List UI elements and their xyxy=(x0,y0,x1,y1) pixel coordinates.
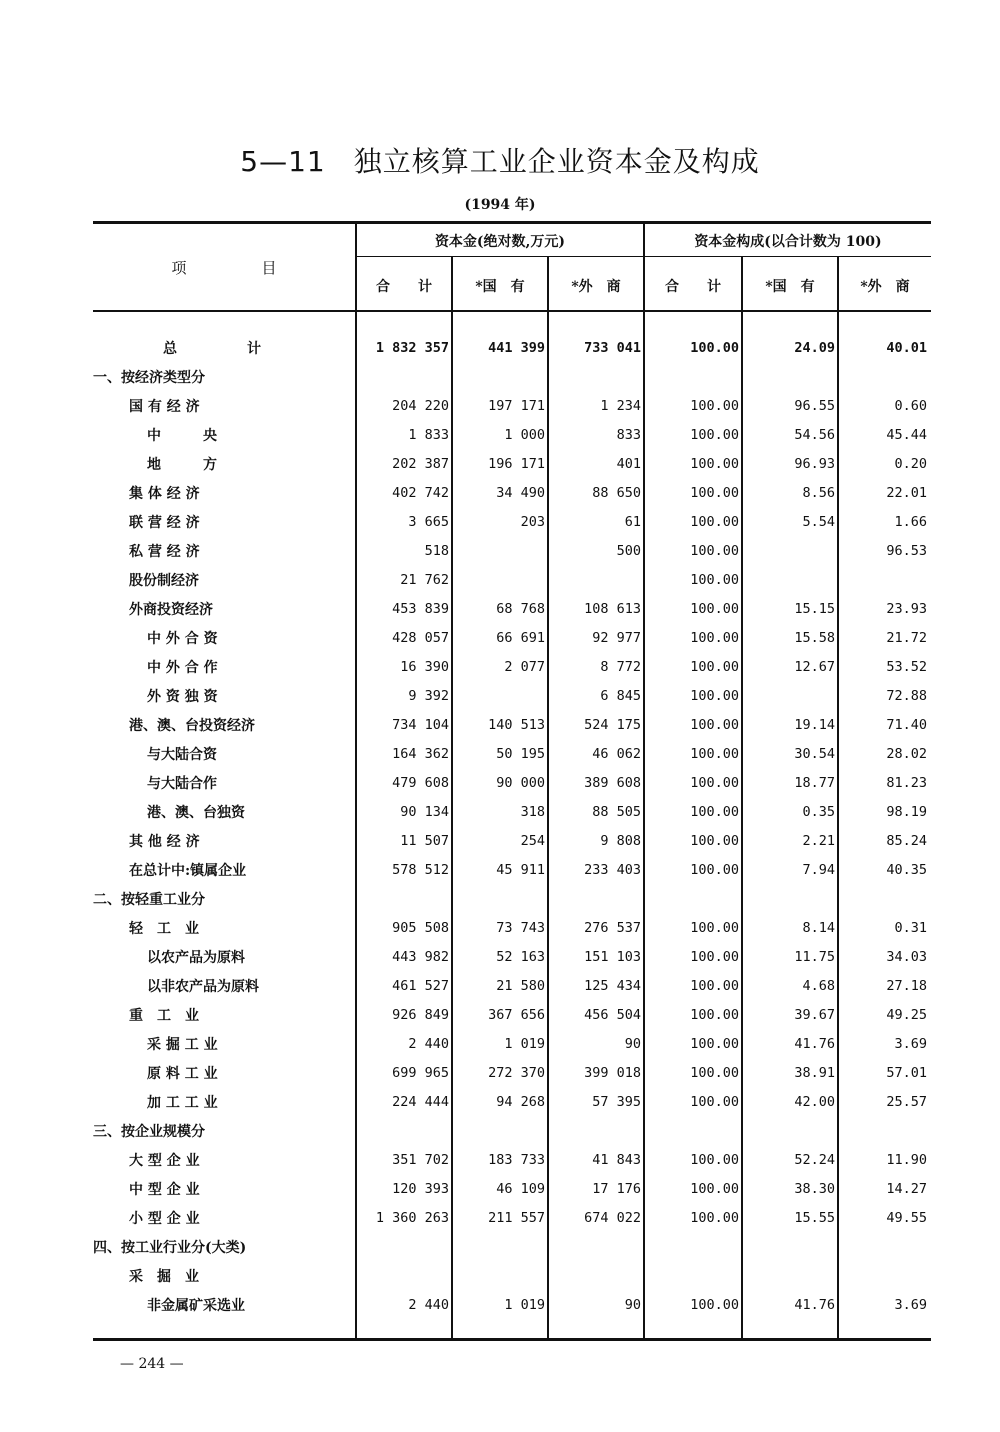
row-label: 加 工 工 业 xyxy=(147,1094,218,1111)
table-row xyxy=(93,391,931,420)
row-value xyxy=(549,1261,645,1290)
row-value: 19.14 xyxy=(794,716,835,733)
row-value: 24.09 xyxy=(794,339,835,356)
row-value: 98.19 xyxy=(886,803,927,820)
row-label: 集 体 经 济 xyxy=(129,485,200,502)
table-row xyxy=(93,797,931,826)
row-value: 9 808 xyxy=(600,832,641,849)
row-value: 461 527 xyxy=(392,977,449,994)
row-label: 二、按轻重工业分 xyxy=(93,891,205,908)
row-value: 276 537 xyxy=(584,919,641,936)
row-label: 以农产品为原料 xyxy=(147,949,245,966)
row-value: 456 504 xyxy=(584,1006,641,1023)
row-value: 41.76 xyxy=(794,1035,835,1052)
row-value: 2.21 xyxy=(802,832,835,849)
row-value xyxy=(743,681,839,710)
row-value xyxy=(357,884,453,913)
row-value xyxy=(645,1116,743,1145)
row-label: 采 掘 工 业 xyxy=(147,1036,218,1053)
row-value: 399 018 xyxy=(584,1064,641,1081)
row-value: 100.00 xyxy=(690,513,739,530)
row-value: 100.00 xyxy=(690,397,739,414)
row-value: 73 743 xyxy=(496,919,545,936)
sub-header-foreign-pct: *外 商 xyxy=(860,279,910,295)
row-value: 52.24 xyxy=(794,1151,835,1168)
row-value: 0.35 xyxy=(802,803,835,820)
row-value: 52 163 xyxy=(496,948,545,965)
row-value: 38.30 xyxy=(794,1180,835,1197)
row-value: 500 xyxy=(616,542,641,559)
row-value: 38.91 xyxy=(794,1064,835,1081)
row-value xyxy=(839,565,931,594)
row-value: 351 702 xyxy=(392,1151,449,1168)
row-value: 0.60 xyxy=(894,397,927,414)
row-value: 233 403 xyxy=(584,861,641,878)
row-value: 926 849 xyxy=(392,1006,449,1023)
top-rule xyxy=(93,221,931,224)
row-value: 28.02 xyxy=(886,745,927,762)
row-value: 90 xyxy=(624,1296,641,1313)
row-value: 21 580 xyxy=(496,977,545,994)
row-label: 大 型 企 业 xyxy=(129,1152,200,1169)
row-value: 27.18 xyxy=(886,977,927,994)
row-value: 15.15 xyxy=(794,600,835,617)
table-row xyxy=(93,826,931,855)
table-row xyxy=(93,1145,931,1174)
row-value: 57.01 xyxy=(886,1064,927,1081)
row-label: 在总计中:镇属企业 xyxy=(129,862,247,879)
table-row xyxy=(93,710,931,739)
row-value: 100.00 xyxy=(690,484,739,501)
absolute-group-header: 资本金(绝对数,万元) xyxy=(434,234,566,250)
row-value: 96.55 xyxy=(794,397,835,414)
row-value: 34 490 xyxy=(496,484,545,501)
row-value: 100.00 xyxy=(690,774,739,791)
row-value: 367 656 xyxy=(488,1006,545,1023)
row-value: 100.00 xyxy=(690,1006,739,1023)
row-value: 202 387 xyxy=(392,455,449,472)
row-value: 100.00 xyxy=(690,716,739,733)
row-value: 6 845 xyxy=(600,687,641,704)
table-row xyxy=(93,652,931,681)
row-value: 211 557 xyxy=(488,1209,545,1226)
data-table xyxy=(93,333,931,1319)
row-value: 49.55 xyxy=(886,1209,927,1226)
table-row xyxy=(93,942,931,971)
row-value xyxy=(549,1232,645,1261)
row-value xyxy=(743,565,839,594)
row-value xyxy=(549,362,645,391)
row-value: 1 000 xyxy=(504,426,545,443)
table-row xyxy=(93,449,931,478)
row-value: 100.00 xyxy=(690,1180,739,1197)
row-label: 重 工 业 xyxy=(129,1007,199,1024)
row-label: 与大陆合资 xyxy=(147,746,217,763)
row-label: 轻 工 业 xyxy=(129,920,199,937)
row-value: 39.67 xyxy=(794,1006,835,1023)
row-value: 49.25 xyxy=(886,1006,927,1023)
row-value: 100.00 xyxy=(690,542,739,559)
row-label: 采 掘 业 xyxy=(129,1268,199,1285)
row-value xyxy=(453,681,549,710)
row-value: 100.00 xyxy=(690,658,739,675)
table-row xyxy=(93,1290,931,1319)
page-title xyxy=(0,140,1000,180)
row-value: 100.00 xyxy=(690,948,739,965)
table-row xyxy=(93,1000,931,1029)
row-value: 40.01 xyxy=(886,339,927,356)
sub-header-foreign-abs: *外 商 xyxy=(571,279,621,295)
row-value xyxy=(453,565,549,594)
row-value: 1 019 xyxy=(504,1035,545,1052)
row-value: 8.56 xyxy=(802,484,835,501)
row-value: 53.52 xyxy=(886,658,927,675)
row-value: 72.88 xyxy=(886,687,927,704)
row-value: 734 104 xyxy=(392,716,449,733)
row-value: 453 839 xyxy=(392,600,449,617)
row-value xyxy=(645,884,743,913)
row-value: 100.00 xyxy=(690,919,739,936)
row-value: 224 444 xyxy=(392,1093,449,1110)
row-value xyxy=(839,1116,931,1145)
row-value xyxy=(839,362,931,391)
row-value: 90 000 xyxy=(496,774,545,791)
row-value: 21.72 xyxy=(886,629,927,646)
row-value: 100.00 xyxy=(690,1093,739,1110)
row-value: 196 171 xyxy=(488,455,545,472)
row-value: 94 268 xyxy=(496,1093,545,1110)
row-label: 国 有 经 济 xyxy=(129,398,200,415)
row-value: 733 041 xyxy=(584,339,641,356)
row-label: 三、按企业规模分 xyxy=(93,1123,205,1140)
table-row xyxy=(93,681,931,710)
row-value xyxy=(743,1116,839,1145)
table-row xyxy=(93,855,931,884)
row-value: 518 xyxy=(424,542,449,559)
table-row xyxy=(93,1087,931,1116)
row-label: 联 营 经 济 xyxy=(129,514,200,531)
year-label: (1994 年) xyxy=(464,197,536,213)
row-value: 183 733 xyxy=(488,1151,545,1168)
row-value xyxy=(645,1261,743,1290)
row-value: 34.03 xyxy=(886,948,927,965)
row-value: 204 220 xyxy=(392,397,449,414)
table-row xyxy=(93,1116,931,1145)
row-value: 905 508 xyxy=(392,919,449,936)
row-value: 100.00 xyxy=(690,600,739,617)
row-value xyxy=(453,536,549,565)
data-table-body xyxy=(93,333,931,1319)
table-row xyxy=(93,333,931,362)
data-table-frame xyxy=(93,221,931,1341)
table-row xyxy=(93,1029,931,1058)
row-value: 8.14 xyxy=(802,919,835,936)
row-value: 100.00 xyxy=(690,977,739,994)
table-row xyxy=(93,1261,931,1290)
table-row xyxy=(93,623,931,652)
row-label: 以非农产品为原料 xyxy=(147,978,259,995)
percent-group-header: 资本金构成(以合计数为 100) xyxy=(694,234,882,250)
row-label: 非金属矿采选业 xyxy=(147,1297,245,1314)
row-value xyxy=(743,1232,839,1261)
table-row xyxy=(93,739,931,768)
row-value: 479 608 xyxy=(392,774,449,791)
row-label: 股份制经济 xyxy=(129,572,199,589)
row-value: 96.93 xyxy=(794,455,835,472)
row-value: 14.27 xyxy=(886,1180,927,1197)
row-value: 11 507 xyxy=(400,832,449,849)
row-value: 45 911 xyxy=(496,861,545,878)
row-value: 441 399 xyxy=(488,339,545,356)
row-value: 699 965 xyxy=(392,1064,449,1081)
row-value: 443 982 xyxy=(392,948,449,965)
row-value: 42.00 xyxy=(794,1093,835,1110)
sub-header-total-pct: 合 计 xyxy=(665,279,721,295)
row-value: 100.00 xyxy=(690,1035,739,1052)
row-value: 125 434 xyxy=(584,977,641,994)
row-value: 140 513 xyxy=(488,716,545,733)
row-value xyxy=(839,1261,931,1290)
table-row xyxy=(93,507,931,536)
row-value: 197 171 xyxy=(488,397,545,414)
row-value: 57 395 xyxy=(592,1093,641,1110)
row-value: 81.23 xyxy=(886,774,927,791)
row-value: 21 762 xyxy=(400,571,449,588)
row-value: 100.00 xyxy=(690,745,739,762)
table-number: 5—11 xyxy=(240,145,326,178)
row-value xyxy=(453,362,549,391)
row-value: 15.55 xyxy=(794,1209,835,1226)
row-value xyxy=(743,884,839,913)
row-label: 与大陆合作 xyxy=(147,775,217,792)
row-label: 港、澳、台投资经济 xyxy=(129,717,255,734)
row-value: 85.24 xyxy=(886,832,927,849)
row-label: 中 型 企 业 xyxy=(129,1181,200,1198)
row-value xyxy=(645,1232,743,1261)
row-value: 428 057 xyxy=(392,629,449,646)
row-value: 41 843 xyxy=(592,1151,641,1168)
row-value xyxy=(743,1261,839,1290)
row-value: 68 768 xyxy=(496,600,545,617)
row-label: 总 计 xyxy=(163,340,261,357)
table-title: 独立核算工业企业资本金及构成 xyxy=(353,145,760,178)
row-value: 402 742 xyxy=(392,484,449,501)
table-row xyxy=(93,1058,931,1087)
row-value: 8 772 xyxy=(600,658,641,675)
row-value: 11.75 xyxy=(794,948,835,965)
row-value: 100.00 xyxy=(690,426,739,443)
row-value: 108 613 xyxy=(584,600,641,617)
row-value: 30.54 xyxy=(794,745,835,762)
row-value: 92 977 xyxy=(592,629,641,646)
row-value: 90 xyxy=(624,1035,641,1052)
row-value: 3 665 xyxy=(408,513,449,530)
row-value: 3.69 xyxy=(894,1035,927,1052)
row-value xyxy=(645,362,743,391)
row-value: 100.00 xyxy=(690,687,739,704)
row-label: 私 营 经 济 xyxy=(129,543,200,560)
table-row xyxy=(93,1232,931,1261)
row-value: 22.01 xyxy=(886,484,927,501)
row-value xyxy=(743,536,839,565)
row-value: 71.40 xyxy=(886,716,927,733)
row-value: 100.00 xyxy=(690,1209,739,1226)
row-value xyxy=(839,884,931,913)
row-label: 四、按工业行业分(大类) xyxy=(93,1239,247,1256)
row-label: 外 资 独 资 xyxy=(147,688,218,705)
row-value: 1 234 xyxy=(600,397,641,414)
table-row xyxy=(93,913,931,942)
table-row xyxy=(93,565,931,594)
row-value: 100.00 xyxy=(690,861,739,878)
sub-header-state-pct: *国 有 xyxy=(765,279,815,295)
row-value xyxy=(357,1261,453,1290)
row-value: 578 512 xyxy=(392,861,449,878)
row-value: 1 833 xyxy=(408,426,449,443)
row-value: 100.00 xyxy=(690,832,739,849)
row-value: 54.56 xyxy=(794,426,835,443)
row-value xyxy=(549,884,645,913)
row-label: 中 外 合 作 xyxy=(147,659,218,676)
row-value: 1.66 xyxy=(894,513,927,530)
row-value: 3.69 xyxy=(894,1296,927,1313)
row-value xyxy=(549,565,645,594)
row-value: 524 175 xyxy=(584,716,641,733)
table-row xyxy=(93,594,931,623)
row-value: 5.54 xyxy=(802,513,835,530)
table-row xyxy=(93,420,931,449)
row-value: 88 650 xyxy=(592,484,641,501)
row-label: 一、按经济类型分 xyxy=(93,369,205,386)
sub-header-total-abs: 合 计 xyxy=(376,279,432,295)
item-column-header: 项 目 xyxy=(171,259,277,277)
row-label: 其 他 经 济 xyxy=(129,833,200,850)
row-label: 中 外 合 资 xyxy=(147,630,218,647)
row-value: 7.94 xyxy=(802,861,835,878)
row-value: 2 440 xyxy=(408,1035,449,1052)
row-value: 151 103 xyxy=(584,948,641,965)
row-value: 120 393 xyxy=(392,1180,449,1197)
row-value: 12.67 xyxy=(794,658,835,675)
row-value: 164 362 xyxy=(392,745,449,762)
header-bottom-rule xyxy=(93,310,931,312)
row-value: 1 832 357 xyxy=(375,339,449,356)
row-value: 40.35 xyxy=(886,861,927,878)
table-row xyxy=(93,1203,931,1232)
row-value xyxy=(357,362,453,391)
row-value: 46 109 xyxy=(496,1180,545,1197)
row-value: 0.31 xyxy=(894,919,927,936)
row-value: 0.20 xyxy=(894,455,927,472)
row-value: 41.76 xyxy=(794,1296,835,1313)
row-value: 17 176 xyxy=(592,1180,641,1197)
row-value: 15.58 xyxy=(794,629,835,646)
row-value: 2 077 xyxy=(504,658,545,675)
row-value: 100.00 xyxy=(690,455,739,472)
row-label: 中 央 xyxy=(147,427,217,444)
row-value: 88 505 xyxy=(592,803,641,820)
row-label: 小 型 企 业 xyxy=(129,1210,200,1227)
page-number: — 244 — xyxy=(120,1356,184,1372)
table-row xyxy=(93,362,931,391)
row-label: 原 料 工 业 xyxy=(147,1065,218,1082)
row-value: 100.00 xyxy=(690,803,739,820)
row-value xyxy=(453,1116,549,1145)
sub-header-state-abs: *国 有 xyxy=(475,279,525,295)
row-value: 100.00 xyxy=(690,1064,739,1081)
row-value: 2 440 xyxy=(408,1296,449,1313)
row-value: 401 xyxy=(616,455,641,472)
row-value: 25.57 xyxy=(886,1093,927,1110)
row-value: 100.00 xyxy=(690,571,739,588)
row-value: 96.53 xyxy=(886,542,927,559)
row-value: 45.44 xyxy=(886,426,927,443)
row-value xyxy=(453,884,549,913)
row-value: 90 134 xyxy=(400,803,449,820)
row-label: 地 方 xyxy=(147,456,217,473)
row-value: 4.68 xyxy=(802,977,835,994)
row-value: 254 xyxy=(520,832,545,849)
row-value: 389 608 xyxy=(584,774,641,791)
table-row xyxy=(93,536,931,565)
table-row xyxy=(93,971,931,1000)
row-value: 23.93 xyxy=(886,600,927,617)
row-value: 833 xyxy=(616,426,641,443)
row-value: 203 xyxy=(520,513,545,530)
table-row xyxy=(93,768,931,797)
row-value: 272 370 xyxy=(488,1064,545,1081)
row-value: 100.00 xyxy=(690,1151,739,1168)
row-value xyxy=(549,1116,645,1145)
row-value: 16 390 xyxy=(400,658,449,675)
row-value: 318 xyxy=(520,803,545,820)
row-value xyxy=(743,362,839,391)
row-value: 46 062 xyxy=(592,745,641,762)
table-row xyxy=(93,884,931,913)
row-value: 9 392 xyxy=(408,687,449,704)
row-label: 港、澳、台独资 xyxy=(147,804,245,821)
row-value xyxy=(357,1116,453,1145)
table-row xyxy=(93,1174,931,1203)
row-value: 50 195 xyxy=(496,745,545,762)
row-value: 1 019 xyxy=(504,1296,545,1313)
bottom-rule xyxy=(93,1338,931,1341)
row-value: 100.00 xyxy=(690,1296,739,1313)
row-value: 18.77 xyxy=(794,774,835,791)
row-value xyxy=(839,1232,931,1261)
row-value: 1 360 263 xyxy=(375,1209,449,1226)
table-row xyxy=(93,478,931,507)
row-value: 11.90 xyxy=(886,1151,927,1168)
row-value xyxy=(357,1232,453,1261)
row-value xyxy=(453,1261,549,1290)
row-value: 674 022 xyxy=(584,1209,641,1226)
row-value: 61 xyxy=(624,513,641,530)
row-value: 100.00 xyxy=(690,339,739,356)
row-value: 66 691 xyxy=(496,629,545,646)
row-label: 外商投资经济 xyxy=(129,601,213,618)
row-value xyxy=(453,1232,549,1261)
row-value: 100.00 xyxy=(690,629,739,646)
